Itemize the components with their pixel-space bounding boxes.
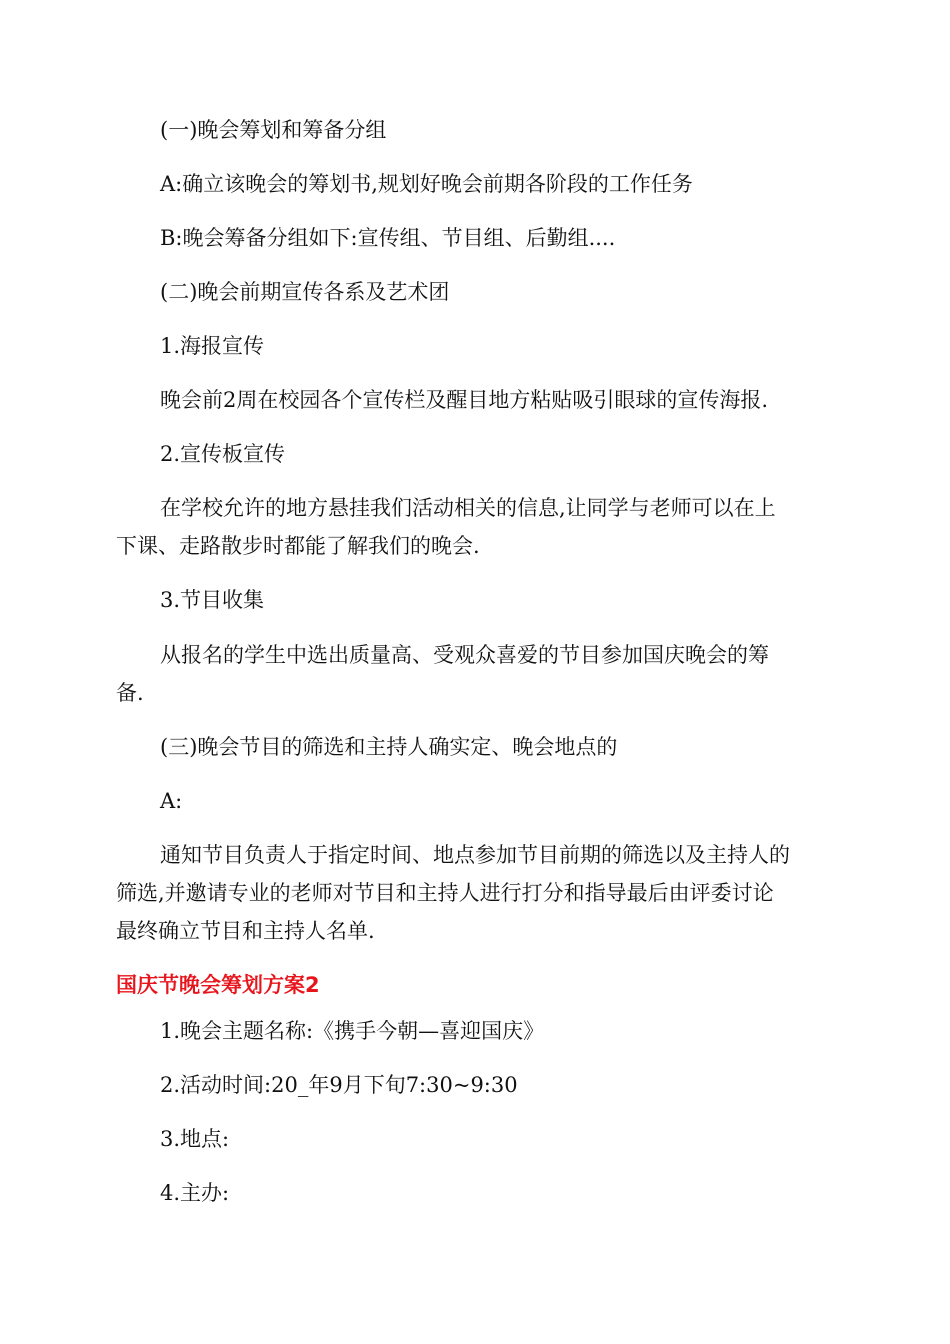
paragraph-notice-line1: 通知节目负责人于指定时间、地点参加节目前期的筛选以及主持人的 — [160, 843, 790, 867]
paragraph-item-a2: A: — [160, 789, 183, 813]
paragraph-notice-line3: 最终确立节目和主持人名单. — [116, 919, 375, 943]
list-item-time: 2.活动时间:20_年9月下旬7:30~9:30 — [160, 1073, 518, 1097]
paragraph-poster: 晚会前2周在校园各个宣传栏及醒目地方粘贴吸引眼球的宣传海报. — [160, 388, 769, 412]
paragraph-notice-line2: 筛选,并邀请专业的老师对节目和主持人进行打分和指导最后由评委讨论 — [116, 881, 774, 905]
subsection-heading-publicity: (二)晚会前期宣传各系及艺术团 — [160, 280, 450, 304]
subsection-heading-selection: (三)晚会节目的筛选和主持人确实定、晚会地点的 — [160, 735, 618, 759]
list-item-theme: 1.晚会主题名称:《携手今朝—喜迎国庆》 — [160, 1019, 545, 1043]
list-item-collection: 3.节目收集 — [160, 588, 265, 612]
section-heading-plan2: 国庆节晚会筹划方案2 — [116, 973, 320, 997]
list-item-poster: 1.海报宣传 — [160, 334, 265, 358]
subsection-heading-planning: (一)晚会筹划和筹备分组 — [160, 118, 387, 142]
paragraph-collection-line1: 从报名的学生中选出质量高、受观众喜爱的节目参加国庆晚会的筹 — [160, 643, 769, 667]
list-item-organizer: 4.主办: — [160, 1181, 230, 1205]
list-item-board: 2.宣传板宣传 — [160, 442, 286, 466]
list-item-location: 3.地点: — [160, 1127, 230, 1151]
paragraph-item-b: B:晚会筹备分组如下:宣传组、节目组、后勤组.... — [160, 226, 616, 250]
paragraph-collection-line2: 备. — [116, 681, 144, 705]
paragraph-board-line1: 在学校允许的地方悬挂我们活动相关的信息,让同学与老师可以在上 — [160, 496, 776, 520]
paragraph-board-line2: 下课、走路散步时都能了解我们的晚会. — [116, 534, 480, 558]
paragraph-item-a: A:确立该晚会的筹划书,规划好晚会前期各阶段的工作任务 — [160, 172, 693, 196]
